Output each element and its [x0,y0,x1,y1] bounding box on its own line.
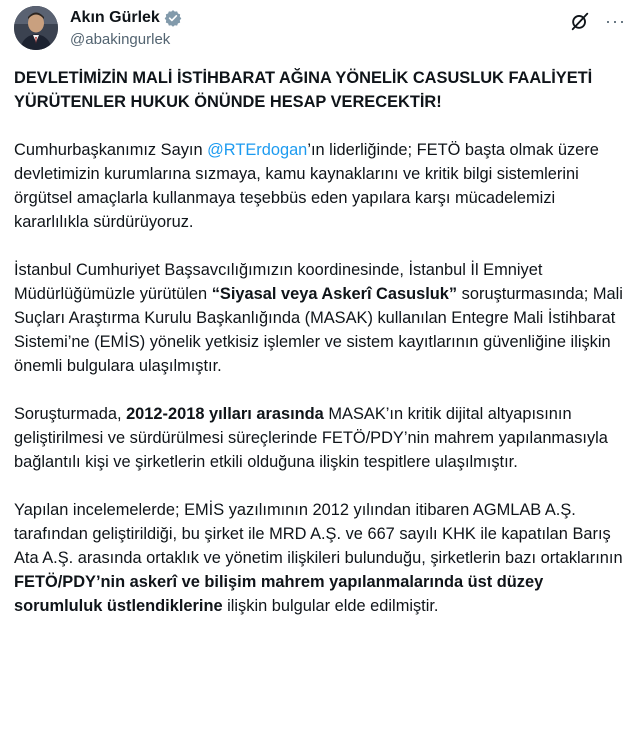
bold-text: 2012-2018 yılları arasında [126,405,324,423]
text: ’ın liderliğinde; FETÖ başta olmak üzere devletimizin kurumlarına sızmaya, kamu kaynaklarını ve kritik bilgi sistemlerini örgütsel amaçlarla kullanmaya teşebbüs eden yapılara karşı mücadelemizi kararlılıkla sürdürüyoruz. [14,141,599,231]
paragraph-1 [14,138,626,234]
grok-icon[interactable] [569,10,591,32]
author-block [70,7,182,48]
display-name[interactable]: Akın Gürlek [70,9,160,26]
tweet-headline: DEVLETİMİZİN MALİ İSTİHBARAT AĞINA YÖNELİK CASUSLUK FAALİYETİ YÜRÜTENLER HUKUK ÖNÜNDE HESAP VERECEKTİR! [14,69,593,111]
paragraph-2 [14,258,626,378]
author-handle[interactable]: @abakingurlek [70,31,171,48]
text: Yapılan incelemelerde; EMİS yazılımının 2012 yılından itibaren AGMLAB A.Ş. tarafından geliştirildiği, bu şirket ile MRD A.Ş. ve 667 sayılı KHK ile kapatılan Barış Ata A.Ş. arasında ortaklık ve yönetim ilişkileri bulunduğu, şirketlerin bazı ortaklarının [14,501,623,567]
text: İstanbul Cumhuriyet Başsavcılığımızın koordinesinde, İstanbul İl Emniyet Müdürlüğümüzle yürütülen [14,261,543,303]
tweet-header [14,4,626,58]
verified-badge-icon [164,9,182,27]
bold-text: FETÖ/PDY’nin askerî ve bilişim mahrem yapılanmalarında üst düzey sorumluluk üstlendiklerine [14,573,544,615]
text: MASAK’ın kritik dijital altyapısının geliştirilmesi ve sürdürülmesi süreçlerinde FETÖ/PDY’nin mahrem yapılanmasıyla bağlantılı kişi ve şirketlerin etkili olduğuna ilişkin tespitlere ulaşılmıştır. [14,405,608,471]
mention-link[interactable]: @RTErdogan [207,141,308,159]
avatar[interactable] [14,6,58,50]
text: ilişkin bulgular elde edilmiştir. [222,597,439,615]
paragraph-3 [14,402,626,474]
more-icon[interactable]: ··· [605,11,626,31]
text: Cumhurbaşkanımız Sayın [14,141,208,159]
text: soruşturmasında; Mali Suçları Araştırma Kurulu Başkanlığında (MASAK) kullanılan Entegre Mali İstihbarat Sistemi’ne (EMİS) yönelik yetkisiz işlemler ve sistem kayıtlarının güvenliğine ilişkin önemli bulgulara ulaşılmıştır. [14,285,623,375]
header-actions [569,10,626,32]
bold-text: “Siyasal veya Askerî Casusluk” [211,285,458,303]
paragraph-4 [14,498,626,618]
tweet-text [14,66,626,642]
text: Soruşturmada, [14,405,127,423]
